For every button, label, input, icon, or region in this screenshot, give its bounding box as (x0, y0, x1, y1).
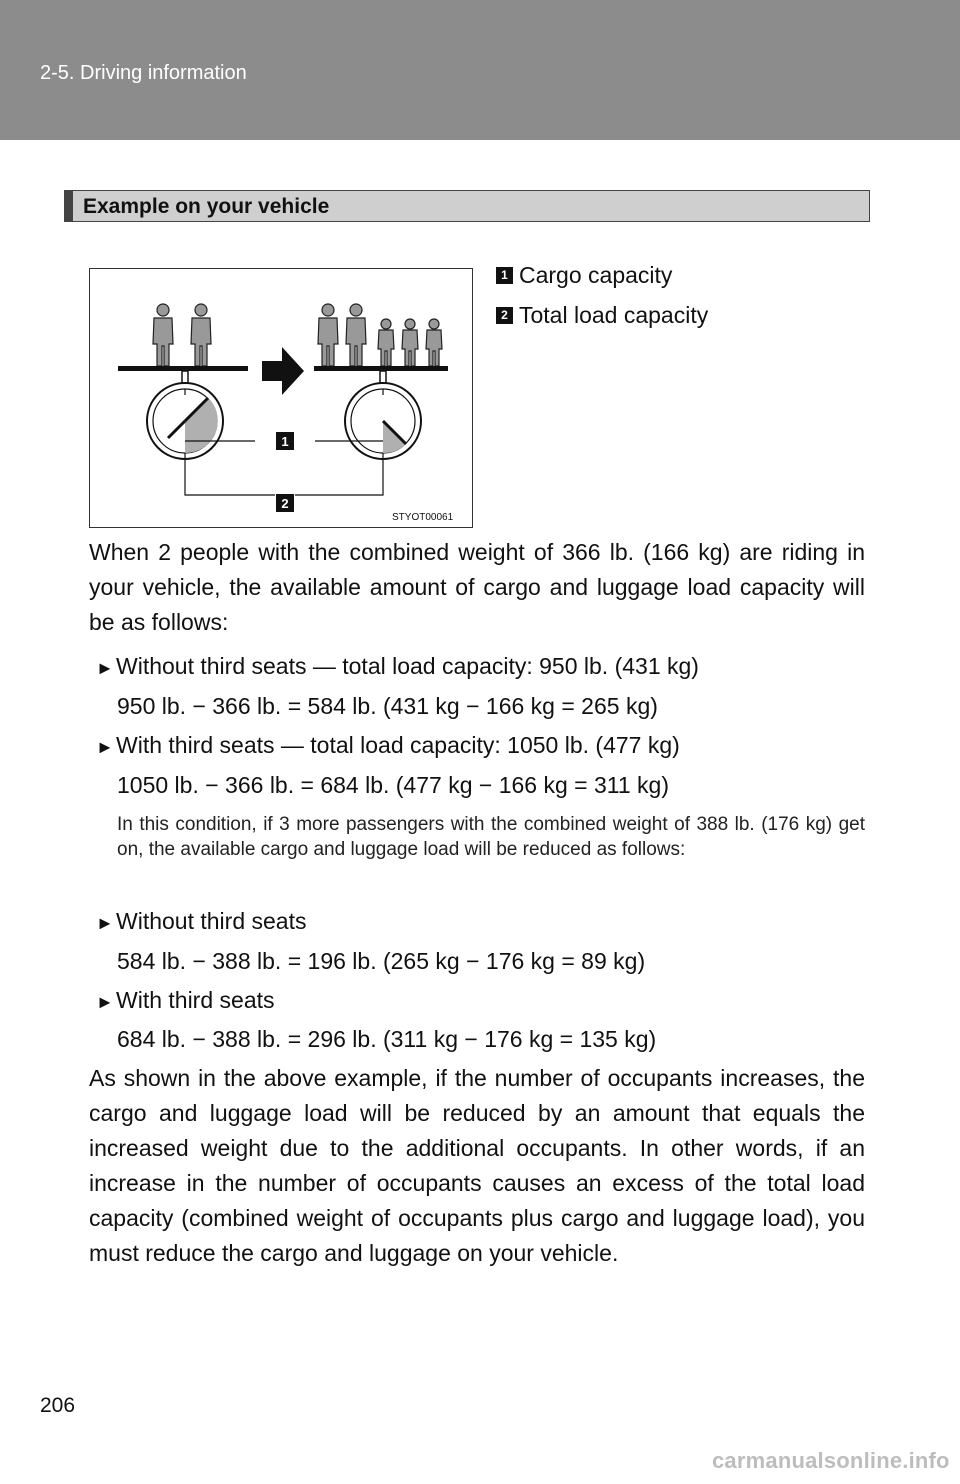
condition-note: In this condition, if 3 more passengers with the combined weight of 388 lb. (176 kg) get on, the available cargo and luggage load will be reduced as follows: (117, 814, 865, 860)
figure-code: STYOT00061 (392, 512, 454, 523)
load-capacity-figure (89, 268, 473, 528)
callout-cargo-capacity (496, 262, 672, 289)
case-1-text: Without third seats — total load capacity: 950 lb. (431 kg) (116, 653, 699, 679)
callout-label-2: Total load capacity (519, 302, 709, 328)
marker-2-label: 2 (281, 496, 289, 511)
page-number: 206 (40, 1394, 76, 1417)
callout-number-1: 1 (496, 267, 513, 284)
heading-stripe (65, 191, 73, 221)
header-band (0, 0, 960, 140)
case-2-text: With third seats — total load capacity: 1050 lb. (477 kg) (116, 732, 680, 758)
triangle-bullet-icon: ► (96, 737, 114, 757)
callout-label-1: Cargo capacity (519, 262, 673, 288)
triangle-bullet-icon: ► (96, 658, 114, 678)
scale-right (314, 304, 448, 459)
case-without-third-seats (96, 653, 699, 680)
triangle-bullet-icon: ► (96, 992, 114, 1012)
triangle-bullet-icon: ► (96, 913, 114, 933)
arrow-icon (262, 347, 304, 395)
case-4-text: With third seats (116, 987, 275, 1013)
case-additional-without-third-seats (96, 908, 306, 935)
subsection-heading (64, 190, 870, 222)
marker-1-label: 1 (281, 434, 289, 449)
conclusion-paragraph: As shown in the above example, if the number of occupants increases, the cargo and luggage load will be reduced by an amount that equals the increased weight due to the additional occupants. In other words, if an increase in the number of occupants causes an excess of the total load capacity (combined weight of occupants plus cargo and luggage load), you must reduce the cargo and luggage on your vehicle. (89, 1065, 865, 1266)
case-3-text: Without third seats (116, 908, 307, 934)
section-title: 2-5. Driving information (40, 62, 247, 84)
scale-left (118, 304, 248, 459)
case-1-calculation: 950 lb. − 366 lb. = 584 lb. (431 kg − 166 kg = 265 kg) (117, 693, 658, 719)
intro-paragraph: When 2 people with the combined weight of 366 lb. (166 kg) are riding in your vehicle, the available amount of cargo and luggage load capacity will be as follows: (89, 539, 865, 635)
case-4-calculation: 684 lb. − 388 lb. = 296 lb. (311 kg − 176 kg = 135 kg) (117, 1026, 657, 1052)
callout-total-load-capacity (496, 302, 708, 329)
load-illustration (90, 269, 474, 529)
case-additional-with-third-seats (96, 987, 275, 1014)
case-2-calculation: 1050 lb. − 366 lb. = 684 lb. (477 kg − 166 kg = 311 kg) (117, 772, 669, 798)
case-3-calculation: 584 lb. − 388 lb. = 196 lb. (265 kg − 176 kg = 89 kg) (117, 948, 646, 974)
heading-title: Example on your vehicle (83, 195, 330, 218)
watermark: carmanualsonline.info (712, 1448, 950, 1473)
case-with-third-seats (96, 732, 680, 759)
callout-number-2: 2 (496, 307, 513, 324)
